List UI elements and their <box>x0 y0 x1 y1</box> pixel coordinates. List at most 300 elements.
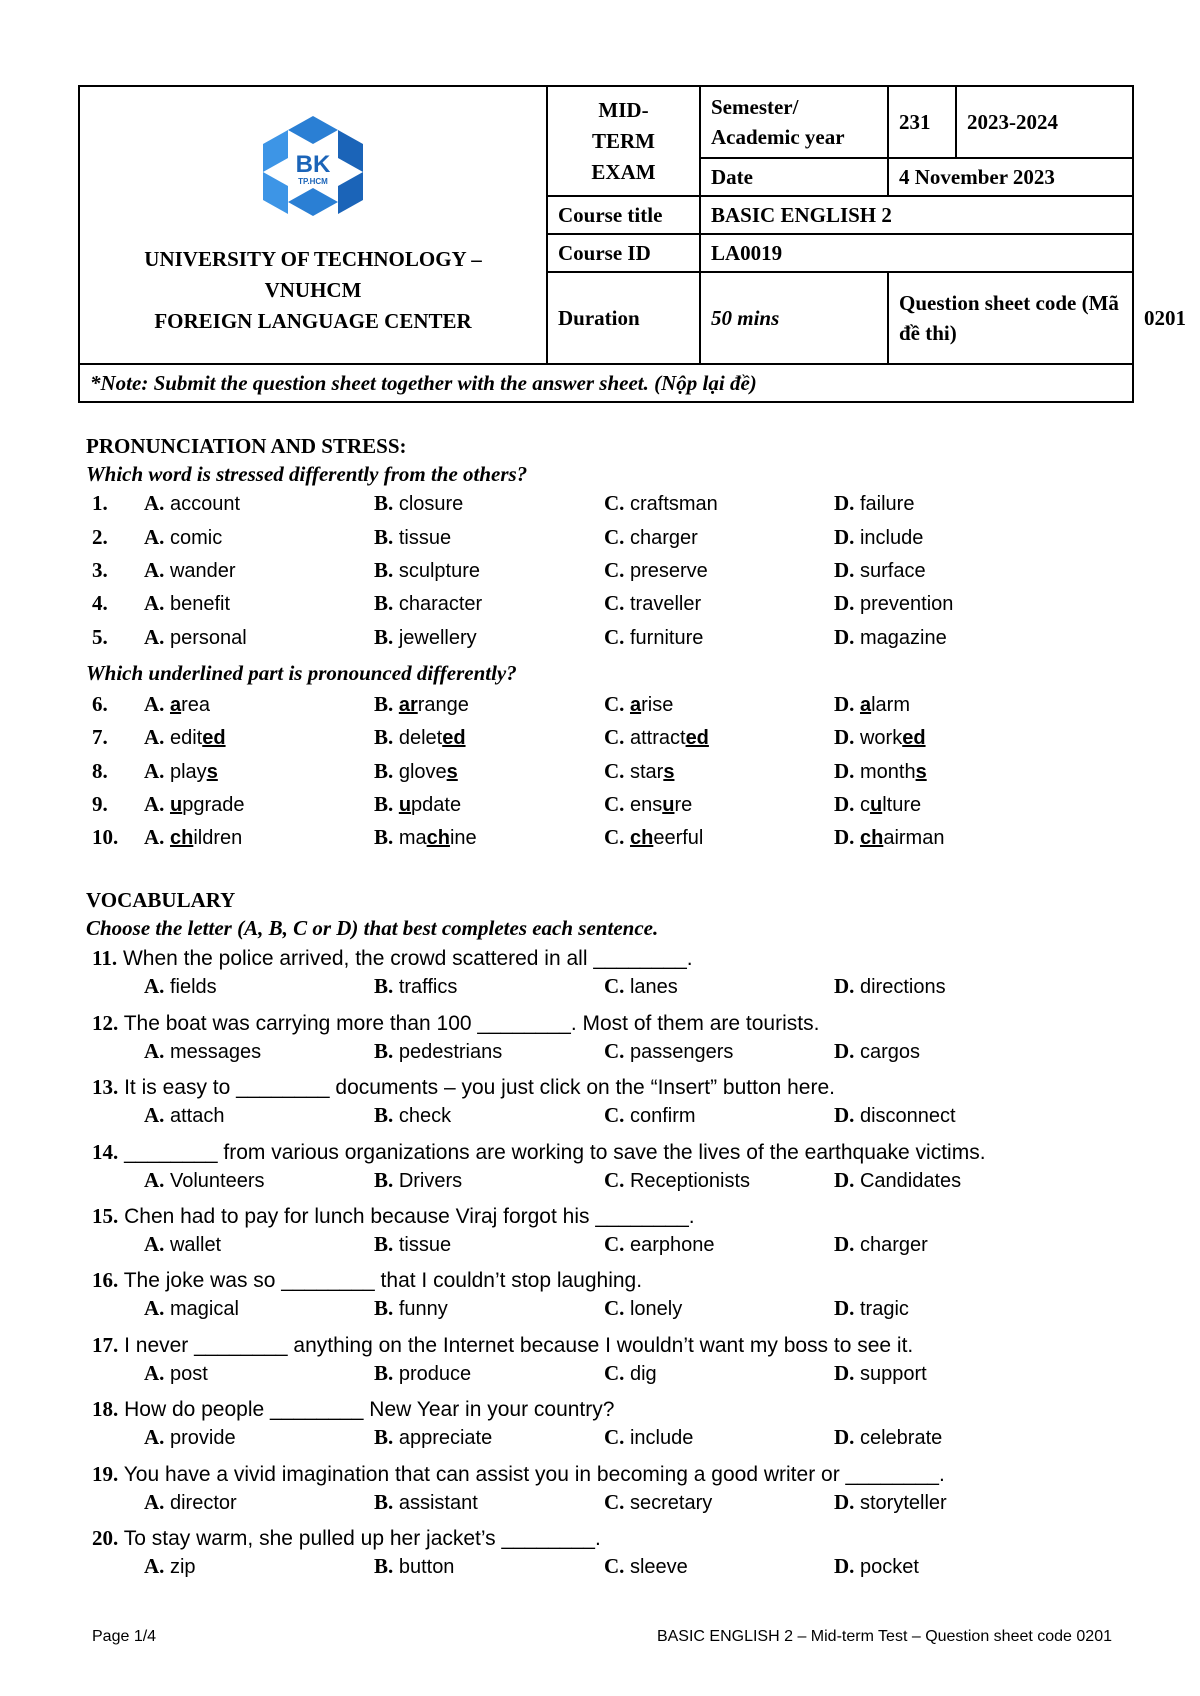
option-text: tissue <box>398 527 452 549</box>
question-text: Chen had to pay for lunch because Viraj forgot his ________. <box>124 1205 695 1228</box>
option-a <box>144 625 247 650</box>
option-row <box>86 1232 1146 1260</box>
underlined-part: a <box>629 694 642 716</box>
option-text: pedestrians <box>398 1041 503 1063</box>
option-a <box>144 558 236 583</box>
question-row <box>86 491 1146 519</box>
option-d <box>834 825 944 850</box>
word-part: eerful <box>653 827 704 849</box>
option-letter: A. <box>144 491 165 515</box>
option-a <box>144 974 217 999</box>
academic-year-value: 2023-2024 <box>956 86 1133 158</box>
option-c <box>604 825 703 850</box>
option-letter: A. <box>144 759 165 783</box>
option-letter: B. <box>374 974 394 998</box>
underlined-part: s <box>446 761 458 783</box>
option-c <box>604 692 673 717</box>
option-c <box>604 759 674 784</box>
option-letter: A. <box>144 558 165 582</box>
university-logo <box>258 114 368 218</box>
option-c <box>604 1168 750 1193</box>
option-text: tragic <box>859 1298 909 1320</box>
option-c <box>604 1103 696 1128</box>
question-number: 8. <box>92 759 108 783</box>
option-letter: D. <box>834 1168 855 1192</box>
word-part: rise <box>641 694 674 716</box>
option-letter: B. <box>374 825 394 849</box>
option-letter: A. <box>144 1103 165 1127</box>
option-text: check <box>398 1105 452 1127</box>
option-d <box>834 1232 928 1257</box>
question-row <box>86 692 1146 720</box>
option-letter: B. <box>374 792 394 816</box>
option-text: lonely <box>629 1298 683 1320</box>
option-c <box>604 974 678 999</box>
underlined-part: u <box>169 794 183 816</box>
option-a <box>144 1103 224 1128</box>
question-stem <box>92 1204 1152 1229</box>
option-text: sculpture <box>398 560 480 582</box>
question-number: 5. <box>92 625 108 649</box>
option-text: messages <box>169 1041 262 1063</box>
underlined-part: s <box>663 761 675 783</box>
option-letter: B. <box>374 591 394 615</box>
word-part: ens <box>629 794 663 816</box>
option-letter: C. <box>604 1103 625 1127</box>
course-title-value: BASIC ENGLISH 2 <box>700 196 1133 234</box>
underlined-part: ch <box>859 827 884 849</box>
option-letter: C. <box>604 1296 625 1320</box>
option-c <box>604 725 709 750</box>
option-a <box>144 491 240 516</box>
stress-instruction: Which word is stressed differently from the others? <box>86 462 528 486</box>
question-row <box>86 725 1146 753</box>
option-letter: D. <box>834 725 855 749</box>
underlined-part: ed <box>685 727 709 749</box>
vocabulary-instruction: Choose the letter (A, B, C or D) that best completes each sentence. <box>86 916 659 940</box>
submission-note: *Note: Submit the question sheet together with the answer sheet. (Nộp lại đề) <box>79 364 1133 402</box>
option-b <box>374 625 477 650</box>
question-text: You have a vivid imagination that can assist you in becoming a good writer or ________. <box>123 1463 945 1486</box>
option-d <box>834 792 921 817</box>
option-b <box>374 725 466 750</box>
university-name: UNIVERSITY OF TECHNOLOGY – VNUHCM <box>144 246 482 302</box>
option-letter: A. <box>144 792 165 816</box>
option-text: zip <box>169 1556 196 1578</box>
option-text: lanes <box>629 976 678 998</box>
option-text: cargos <box>859 1041 921 1063</box>
option-text: charger <box>859 1234 928 1256</box>
option-letter: D. <box>834 525 855 549</box>
question-number: 3. <box>92 558 108 582</box>
option-b <box>374 825 477 850</box>
option-text: tissue <box>398 1234 452 1256</box>
center-name: FOREIGN LANGUAGE CENTER <box>154 308 472 333</box>
option-b <box>374 974 457 999</box>
course-id-value: LA0019 <box>700 234 1133 272</box>
option-text: include <box>629 1427 694 1449</box>
option-a <box>144 1232 221 1257</box>
option-letter: B. <box>374 1425 394 1449</box>
option-text: directions <box>859 976 946 998</box>
option-c <box>604 625 703 650</box>
option-a <box>144 1554 196 1579</box>
option-text: benefit <box>169 593 231 615</box>
option-letter: C. <box>604 1425 625 1449</box>
semester-label: Semester/ Academic year <box>700 86 888 158</box>
section-vocabulary-title: VOCABULARY <box>86 888 236 912</box>
option-text: craftsman <box>629 493 718 515</box>
option-letter: A. <box>144 825 165 849</box>
option-text: confirm <box>629 1105 696 1127</box>
option-b <box>374 591 482 616</box>
option-c <box>604 1232 715 1257</box>
option-text: earphone <box>629 1234 715 1256</box>
option-text: charger <box>629 527 698 549</box>
option-b <box>374 1039 502 1064</box>
question-text: The boat was carrying more than 100 ________. Most of them are tourists. <box>123 1012 820 1035</box>
pronunciation-instruction: Which underlined part is pronounced differently? <box>86 661 517 685</box>
option-letter: A. <box>144 1039 165 1063</box>
option-letter: B. <box>374 625 394 649</box>
option-text: celebrate <box>859 1427 943 1449</box>
underlined-part: ar <box>398 694 418 716</box>
question-row <box>86 558 1146 586</box>
option-text: passengers <box>629 1041 734 1063</box>
option-row <box>86 1554 1146 1582</box>
option-d <box>834 1296 909 1321</box>
question-stem <box>92 1462 1152 1487</box>
option-b <box>374 1490 478 1515</box>
word-part: delet <box>398 727 443 749</box>
option-text: failure <box>859 493 915 515</box>
option-c <box>604 1554 688 1579</box>
option-text: Receptionists <box>629 1170 751 1192</box>
option-d <box>834 725 926 750</box>
option-c <box>604 1296 682 1321</box>
option-letter: B. <box>374 1296 394 1320</box>
underlined-part: ch <box>629 827 654 849</box>
option-letter: A. <box>144 1361 165 1385</box>
word-part: lture <box>882 794 922 816</box>
option-letter: B. <box>374 692 394 716</box>
word-part: re <box>674 794 693 816</box>
option-text: secretary <box>629 1492 713 1514</box>
date-label: Date <box>700 158 888 196</box>
option-letter: D. <box>834 1039 855 1063</box>
option-letter: C. <box>604 825 625 849</box>
semester-value: 231 <box>888 86 956 158</box>
option-text: director <box>169 1492 237 1514</box>
question-text: How do people ________ New Year in your country? <box>124 1398 615 1421</box>
option-d <box>834 625 947 650</box>
option-letter: C. <box>604 692 625 716</box>
option-text: produce <box>398 1363 472 1385</box>
option-letter: B. <box>374 1490 394 1514</box>
option-text: fields <box>169 976 217 998</box>
question-code-label: Question sheet code (Mã đề thi) <box>888 272 1133 364</box>
option-letter: A. <box>144 1168 165 1192</box>
option-d <box>834 974 946 999</box>
option-letter: D. <box>834 825 855 849</box>
option-d <box>834 558 926 583</box>
option-text: character <box>398 593 483 615</box>
underlined-part: ch <box>169 827 194 849</box>
question-number: 15. <box>92 1204 119 1228</box>
option-text: button <box>398 1556 455 1578</box>
option-text: provide <box>169 1427 236 1449</box>
option-letter: C. <box>604 625 625 649</box>
option-d <box>834 1168 961 1193</box>
option-c <box>604 1039 733 1064</box>
word-part: pdate <box>411 794 462 816</box>
option-c <box>604 792 692 817</box>
question-stem <box>92 1011 1152 1036</box>
option-c <box>604 591 701 616</box>
option-a <box>144 591 230 616</box>
option-text: post <box>169 1363 208 1385</box>
underlined-part: ch <box>426 827 450 849</box>
option-text: dig <box>629 1363 657 1385</box>
option-text: account <box>169 493 241 515</box>
question-text: I never ________ anything on the Internet because I wouldn’t want my boss to see it. <box>124 1334 914 1357</box>
question-stem <box>92 1140 1152 1165</box>
option-letter: C. <box>604 792 625 816</box>
option-b <box>374 1232 451 1257</box>
section-pronunciation-title: PRONUNCIATION AND STRESS: <box>86 434 407 458</box>
option-d <box>834 1361 927 1386</box>
question-number: 4. <box>92 591 108 615</box>
option-a <box>144 525 222 550</box>
option-letter: B. <box>374 1039 394 1063</box>
option-letter: C. <box>604 759 625 783</box>
question-stem <box>92 1526 1152 1551</box>
option-letter: D. <box>834 1103 855 1127</box>
question-number: 14. <box>92 1140 119 1164</box>
option-text: traffics <box>398 976 458 998</box>
option-row <box>86 1361 1146 1389</box>
option-letter: A. <box>144 1425 165 1449</box>
option-d <box>834 1425 942 1450</box>
question-number: 16. <box>92 1268 119 1292</box>
question-text: The joke was so ________ that I couldn’t stop laughing. <box>123 1269 643 1292</box>
option-text: appreciate <box>398 1427 493 1449</box>
question-row <box>86 825 1146 853</box>
option-b <box>374 491 463 516</box>
underlined-part: u <box>869 794 883 816</box>
option-text: furniture <box>629 627 704 649</box>
option-letter: D. <box>834 974 855 998</box>
option-letter: B. <box>374 558 394 582</box>
question-row <box>86 591 1146 619</box>
option-text: pocket <box>859 1556 919 1578</box>
duration-label: Duration <box>547 272 700 364</box>
question-number: 19. <box>92 1462 119 1486</box>
option-letter: D. <box>834 1554 855 1578</box>
underlined-part: a <box>859 694 872 716</box>
option-row <box>86 1425 1146 1453</box>
question-stem <box>92 1075 1152 1100</box>
option-text: preserve <box>629 560 708 582</box>
word-part: ine <box>449 827 477 849</box>
option-letter: A. <box>144 625 165 649</box>
word-part: rea <box>181 694 211 716</box>
option-row <box>86 1296 1146 1324</box>
option-b <box>374 759 458 784</box>
date-value: 4 November 2023 <box>888 158 1133 196</box>
option-text: closure <box>398 493 464 515</box>
option-letter: D. <box>834 1232 855 1256</box>
option-letter: B. <box>374 759 394 783</box>
option-text: magazine <box>859 627 947 649</box>
option-letter: A. <box>144 591 165 615</box>
option-d <box>834 1103 956 1128</box>
option-row <box>86 1039 1146 1067</box>
question-text: When the police arrived, the crowd scattered in all ________. <box>122 947 693 970</box>
option-letter: C. <box>604 1490 625 1514</box>
option-letter: B. <box>374 525 394 549</box>
option-a <box>144 1296 239 1321</box>
underlined-part: ed <box>442 727 466 749</box>
question-text: To stay warm, she pulled up her jacket’s ________. <box>123 1527 601 1550</box>
option-letter: A. <box>144 974 165 998</box>
underlined-part: u <box>662 794 675 816</box>
option-text: surface <box>859 560 926 582</box>
option-letter: B. <box>374 1554 394 1578</box>
question-number: 11. <box>92 946 118 970</box>
question-number: 7. <box>92 725 108 749</box>
option-letter: B. <box>374 725 394 749</box>
option-row <box>86 974 1146 1002</box>
question-text: ________ from various organizations are working to save the lives of the earthquake victims. <box>124 1141 986 1164</box>
option-b <box>374 792 461 817</box>
option-letter: C. <box>604 1232 625 1256</box>
option-letter: D. <box>834 1361 855 1385</box>
option-letter: A. <box>144 692 165 716</box>
option-b <box>374 1425 492 1450</box>
exam-header-table: BK TP.HCM UNIVERSITY OF TECHNOLOGY – VNUHCM FOREIGN LANGUAGE CENTER MID-TERM EXAM Semester/ Academic year 231 2023-2024 Date 4 November 2023 Course title BASIC ENGLISH 2 Course ID LA0019 Duration 50 mins Question sheet code (Mã đề thi) 0201 *Note: Submit the question sheet together with the answer sheet. (Nộp lại đề) <box>78 85 1134 403</box>
underlined-part: ed <box>902 727 926 749</box>
question-number: 10. <box>92 825 119 849</box>
option-text: Drivers <box>398 1170 463 1192</box>
svg-text:TP.HCM: TP.HCM <box>298 176 328 186</box>
option-a <box>144 825 242 850</box>
option-letter: B. <box>374 1168 394 1192</box>
option-b <box>374 558 480 583</box>
option-a <box>144 1361 208 1386</box>
option-text: traveller <box>629 593 702 615</box>
option-letter: D. <box>834 491 855 515</box>
option-letter: A. <box>144 725 165 749</box>
option-d <box>834 1039 920 1064</box>
word-part: edit <box>169 727 203 749</box>
option-letter: B. <box>374 1361 394 1385</box>
word-part: attract <box>629 727 686 749</box>
option-letter: A. <box>144 1554 165 1578</box>
option-text: sleeve <box>629 1556 688 1578</box>
option-b <box>374 1554 454 1579</box>
option-d <box>834 1490 947 1515</box>
option-letter: D. <box>834 692 855 716</box>
question-row <box>86 625 1146 653</box>
option-d <box>834 525 923 550</box>
word-part: larm <box>871 694 910 716</box>
option-c <box>604 525 698 550</box>
option-letter: A. <box>144 525 165 549</box>
duration-value: 50 mins <box>700 272 888 364</box>
option-a <box>144 1490 237 1515</box>
question-number: 12. <box>92 1011 119 1035</box>
option-letter: C. <box>604 558 625 582</box>
option-b <box>374 1361 471 1386</box>
question-row <box>86 525 1146 553</box>
option-text: Candidates <box>859 1170 962 1192</box>
option-b <box>374 692 469 717</box>
question-number: 17. <box>92 1333 119 1357</box>
option-letter: A. <box>144 1296 165 1320</box>
underlined-part: s <box>206 761 218 783</box>
option-text: comic <box>169 527 223 549</box>
option-letter: D. <box>834 1425 855 1449</box>
word-part: work <box>859 727 903 749</box>
option-text: wallet <box>169 1234 222 1256</box>
option-letter: B. <box>374 1103 394 1127</box>
option-letter: D. <box>834 1296 855 1320</box>
option-letter: D. <box>834 759 855 783</box>
option-letter: C. <box>604 1039 625 1063</box>
option-a <box>144 759 218 784</box>
option-c <box>604 1361 657 1386</box>
question-stem <box>92 1397 1152 1422</box>
page-number: Page 1/4 <box>92 1628 157 1645</box>
word-part: airman <box>883 827 945 849</box>
underlined-part: a <box>169 694 182 716</box>
option-a <box>144 1039 261 1064</box>
word-part: pgrade <box>182 794 245 816</box>
question-number: 18. <box>92 1397 119 1421</box>
question-number: 9. <box>92 792 108 816</box>
option-text: jewellery <box>398 627 477 649</box>
option-letter: C. <box>604 491 625 515</box>
option-text: personal <box>169 627 247 649</box>
option-text: disconnect <box>859 1105 956 1127</box>
option-b <box>374 1103 451 1128</box>
question-stem <box>92 1268 1152 1293</box>
university-block <box>79 86 547 364</box>
question-row <box>86 792 1146 820</box>
question-number: 6. <box>92 692 108 716</box>
option-row <box>86 1490 1146 1518</box>
option-a <box>144 792 244 817</box>
course-title-label: Course title <box>547 196 700 234</box>
option-c <box>604 491 718 516</box>
option-c <box>604 1490 712 1515</box>
option-letter: C. <box>604 591 625 615</box>
option-text: storyteller <box>859 1492 947 1514</box>
option-letter: C. <box>604 1168 625 1192</box>
option-letter: A. <box>144 1490 165 1514</box>
option-d <box>834 491 914 516</box>
option-text: wander <box>169 560 236 582</box>
option-b <box>374 525 451 550</box>
svg-text:BK: BK <box>295 150 331 178</box>
option-text: Volunteers <box>169 1170 265 1192</box>
option-letter: C. <box>604 725 625 749</box>
option-b <box>374 1296 448 1321</box>
word-part: glove <box>398 761 447 783</box>
option-row <box>86 1168 1146 1196</box>
option-d <box>834 1554 919 1579</box>
